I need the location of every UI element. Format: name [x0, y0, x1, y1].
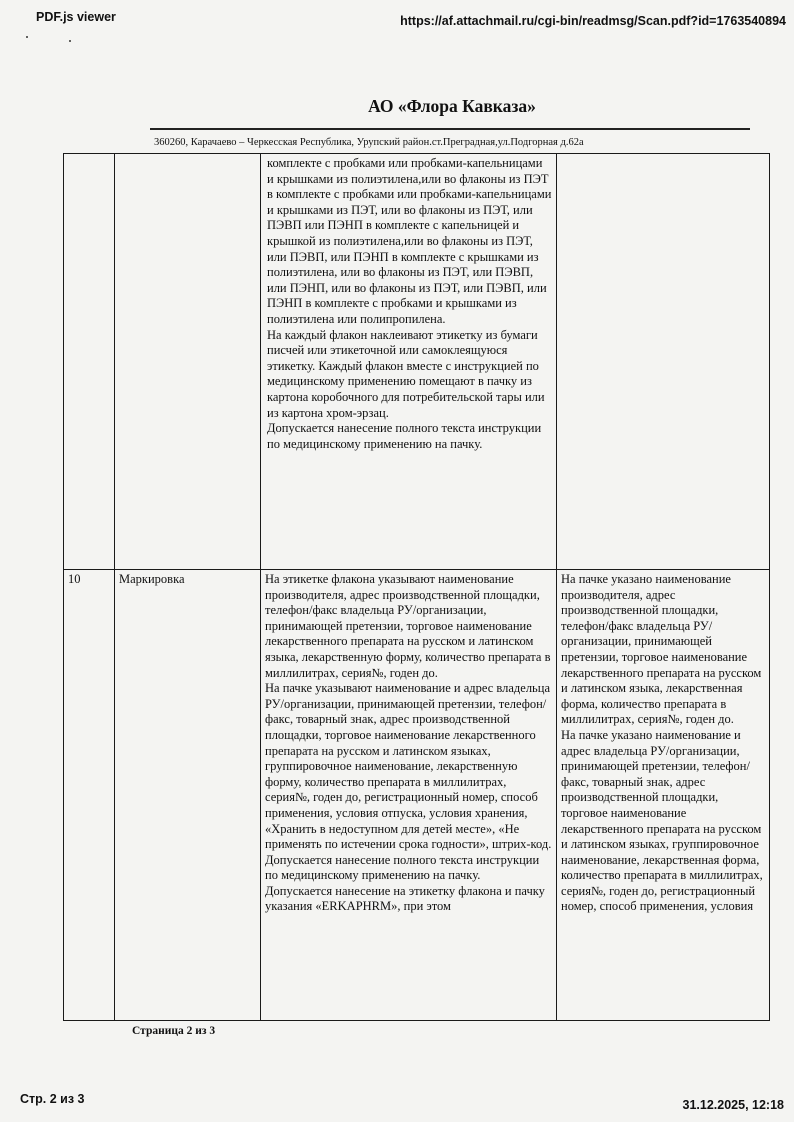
- scan-speck: [26, 36, 28, 38]
- paragraph: Допускается нанесение полного текста инструкции по медицинскому применению на пачку.: [265, 852, 540, 883]
- table-row: [64, 154, 770, 570]
- browser-url: https://af.attachmail.ru/cgi-bin/readmsg/Scan.pdf?id=1763540894: [400, 14, 786, 28]
- browser-title: PDF.js viewer: [36, 10, 116, 24]
- paragraph: Допускается нанесение на этикетку флакона и пачку указания «ERKAPHRM», при этом: [265, 883, 545, 914]
- paragraph: На пачке указано наименование производителя, адрес производственной площадки, телефон/факс владельца РУ/организации, принимающей претензии, торговое наименование лекарственного препарата на русском и латинском языка, лекарственная форма, количество препарата в миллилитрах, серия№, годен до.: [561, 572, 762, 727]
- document-page-label: Страница 2 из 3: [132, 1025, 216, 1037]
- paragraph: Допускается нанесение полного текста инструкции по медицинскому применению на пачку.: [267, 421, 542, 451]
- company-address: 360260, Карачаево – Черкесская Республика, Урупский район.ст.Преградная,ул.Подгорная д.62а: [154, 137, 584, 148]
- row-requirement: [261, 154, 557, 570]
- row-name: Маркировка: [115, 570, 261, 1021]
- paragraph: комплекте с пробками или пробками-капельницами и крышками из полиэтилена,или во флаконы из ПЭТ в комплекте с пробками или пробками-капельницами и крышками из ПЭТ, или во флаконы из ПЭТ, или ПЭВП или ПЭНП в комплекте с капельницей и крышкой из полиэтилена,или во флаконы из ПЭТ, или ПЭВП, или ПЭНП в комплекте с крышками из полиэтилена, или во флаконы из ПЭТ, или ПЭВП, или ПЭНП, или во флаконы из ПЭТ, или ПЭВП, или ПЭНП в комплекте с пробками и крышками из полиэтилена или полипропилена.: [267, 156, 552, 326]
- row-name: [115, 154, 261, 570]
- header-rule: [150, 128, 750, 130]
- row-number: 10: [64, 570, 115, 1021]
- paragraph: На этикетке флакона указывают наименование производителя, адрес производственной площадки, телефон/факс владельца РУ/организации, принимающей претензии, торговое наименование лекарственного препарата на русском и латинском языка, лекарственную форму, количество препарата в миллилитрах, серия№, годен до.: [265, 572, 551, 680]
- row-result: [557, 154, 770, 570]
- company-name: АО «Флора Кавказа»: [368, 96, 536, 116]
- row-result: [557, 570, 770, 1021]
- paragraph: На пачке указывают наименование и адрес владельца РУ/организации, принимающей претензии, телефон/факс, товарный знак, адрес производственной площадки, торговое наименование лекарственного препарата на русском и латинском языках, группировочное наименование, лекарственную форму, количество препарата в миллилитрах, серия№, годен до, регистрационный номер, способ применения, условия отпуска, условия хранения, «Хранить в недоступном для детей месте», «Не применять по истечении срока годности», штрих-код.: [265, 681, 552, 852]
- print-datetime: 31.12.2025, 12:18: [682, 1098, 784, 1112]
- print-page-number: Стр. 2 из 3: [20, 1092, 85, 1106]
- paragraph: На каждый флакон наклеивают этикетку из бумаги писчей или этикеточной или самоклеящуюся этикетку. Каждый флакон вместе с инструкцией по медицинскому применению помещают в пачку из картона коробочного для потребительской тары или из картона хром-эрзац.: [267, 327, 545, 420]
- row-requirement: [261, 570, 557, 1021]
- table-row: [64, 570, 770, 1021]
- specification-table: [63, 153, 770, 1021]
- row-number: [64, 154, 115, 570]
- paragraph: На пачке указано наименование и адрес владельца РУ/организации, принимающей претензии, телефон/факс, товарный знак, адрес производственной площадки, торговое наименование лекарственного препарата на русском и латинском языках, группировочное наименование, лекарственная форма, количество препарата в миллилитрах, серия№, годен до, регистрационный номер, способ применения, условия: [561, 727, 763, 914]
- scan-speck: [69, 40, 71, 42]
